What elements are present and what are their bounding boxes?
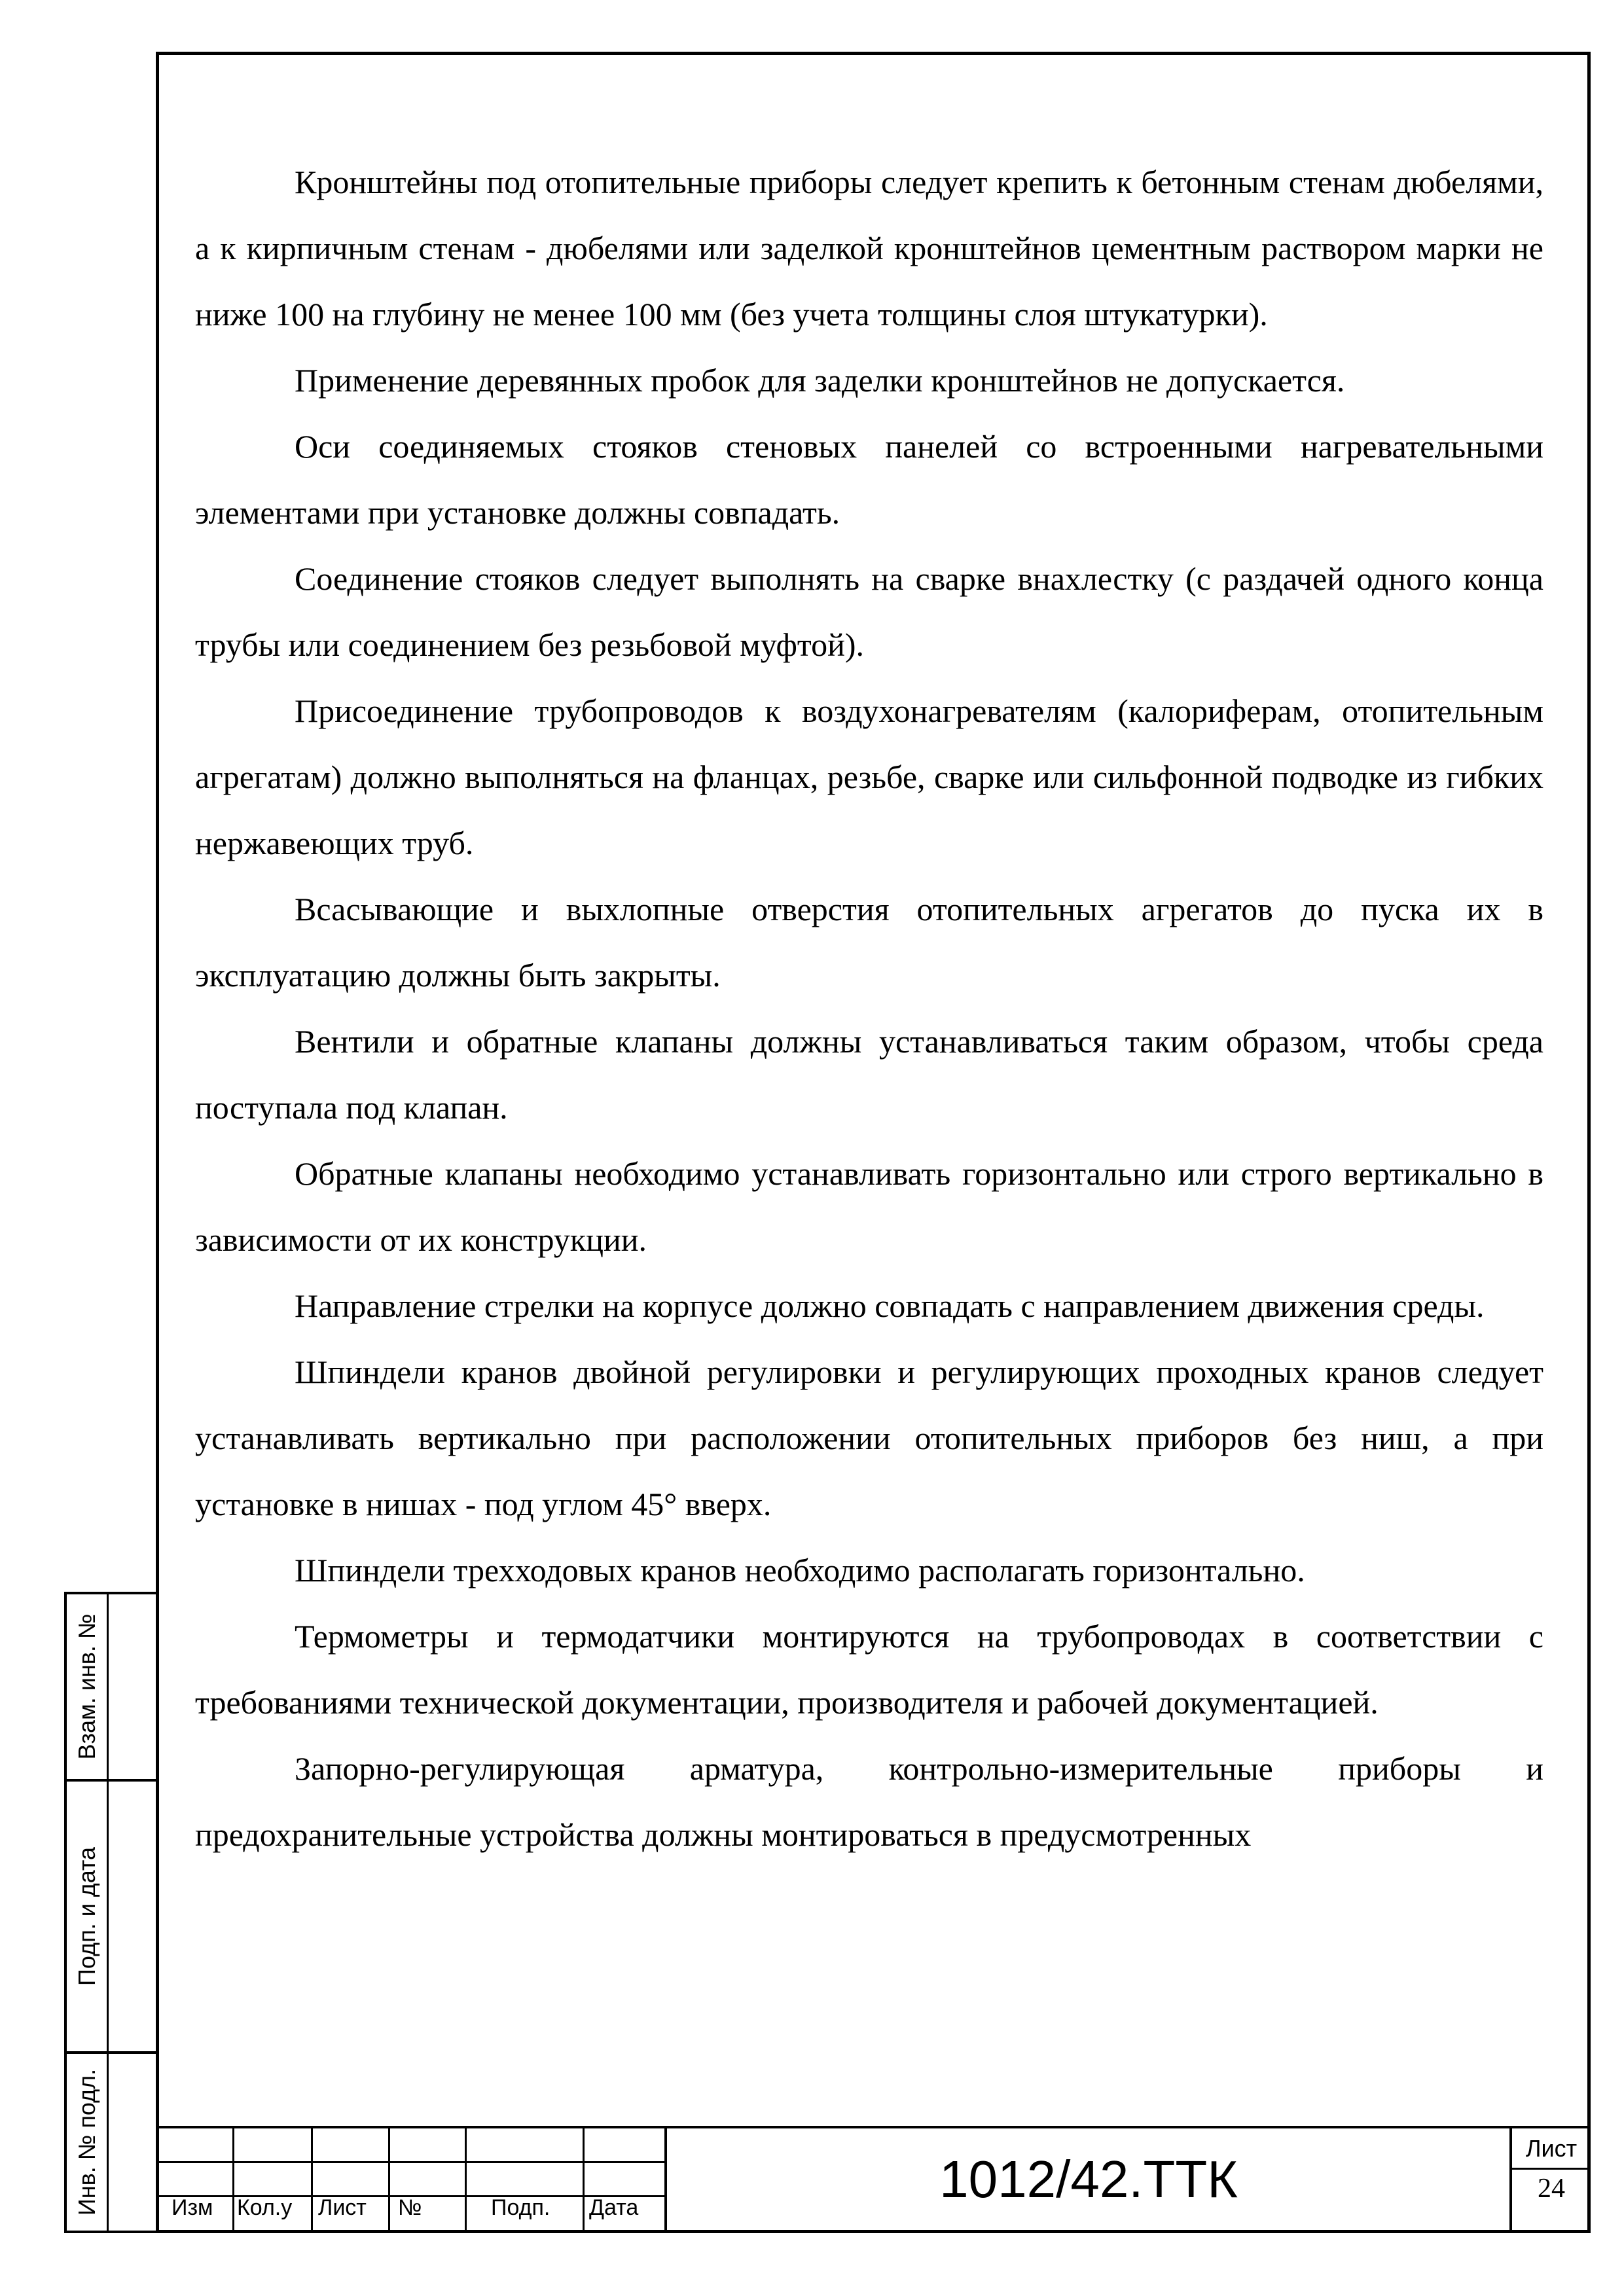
- side-stamp-vzam-inv: [64, 1592, 156, 1782]
- paragraph: Запорно-регулирующая арматура, контрольно-измерительные приборы и предохранительные устройства должны монтироваться в предусмотренных: [195, 1750, 1543, 1853]
- sheet-number: 24: [1538, 2174, 1565, 2204]
- paragraph: Применение деревянных пробок для заделки кронштейнов не допускается.: [295, 362, 1345, 399]
- stamp-col-list: Лист: [318, 2195, 367, 2220]
- paragraph: Шпиндели кранов двойной регулировки и регулирующих проходных кранов следует устанавливать вертикально при расположении отопительных приборов без ниш, а при установке в нишах - под углом 45° вверх.: [195, 1354, 1543, 1522]
- side-label-inv-podl: Инв. № подл.: [73, 2068, 100, 2216]
- paragraph: Вентили и обратные клапаны должны устанавливаться таким образом, чтобы среда поступала под клапан.: [195, 1023, 1543, 1126]
- paragraph: Термометры и термодатчики монтируются на трубопроводах в соответствии с требованиями технической документации, производителя и рабочей документацией.: [195, 1618, 1543, 1721]
- document-body: [195, 149, 1543, 1868]
- paragraph: Соединение стояков следует выполнять на сварке внахлестку (с раздачей одного конца трубы или соединением без резьбовой муфтой).: [195, 560, 1543, 663]
- stamp-col-izm: Изм: [171, 2195, 213, 2220]
- side-label-podp-data: Подп. и дата: [73, 1846, 100, 1986]
- paragraph: Оси соединяемых стояков стеновых панелей со встроенными нагревательными элементами при установке должны совпадать.: [195, 428, 1543, 531]
- paragraph: Кронштейны под отопительные приборы следует крепить к бетонным стенам дюбелями, а к кирпичным стенам - дюбелями или заделкой кронштейнов цементным раствором марки не ниже 100 на глубину не менее 100 мм (без учета толщины слоя штукатурки).: [195, 164, 1543, 332]
- paragraph: Обратные клапаны необходимо устанавливать горизонтально или строго вертикально в зависимости от их конструкции.: [195, 1155, 1543, 1258]
- paragraph: Направление стрелки на корпусе должно совпадать с направлением движения среды.: [295, 1287, 1485, 1324]
- stamp-col-podp: Подп.: [491, 2195, 550, 2220]
- paragraph: Всасывающие и выхлопные отверстия отопительных агрегатов до пуска их в эксплуатацию должны быть закрыты.: [195, 891, 1543, 994]
- side-stamp-podp-data: [64, 1779, 156, 2054]
- sheet-label: Лист: [1525, 2135, 1578, 2162]
- stamp-col-data: Дата: [589, 2195, 639, 2220]
- document-code: 1012/42.ТТК: [939, 2150, 1238, 2208]
- paragraph: Шпиндели трехходовых кранов необходимо располагать горизонтально.: [295, 1552, 1305, 1588]
- paragraph: Присоединение трубопроводов к воздухонагревателям (калориферам, отопительным агрегатам) должно выполняться на фланцах, резьбе, сварке или сильфонной подводке из гибких нержавеющих труб.: [195, 692, 1543, 861]
- side-label-vzam-inv: Взам. инв. №: [73, 1613, 100, 1760]
- stamp-col-num: №: [398, 2195, 422, 2220]
- stamp-col-kol: Кол.у: [237, 2195, 293, 2220]
- side-stamp-inv-podl: [64, 2051, 156, 2233]
